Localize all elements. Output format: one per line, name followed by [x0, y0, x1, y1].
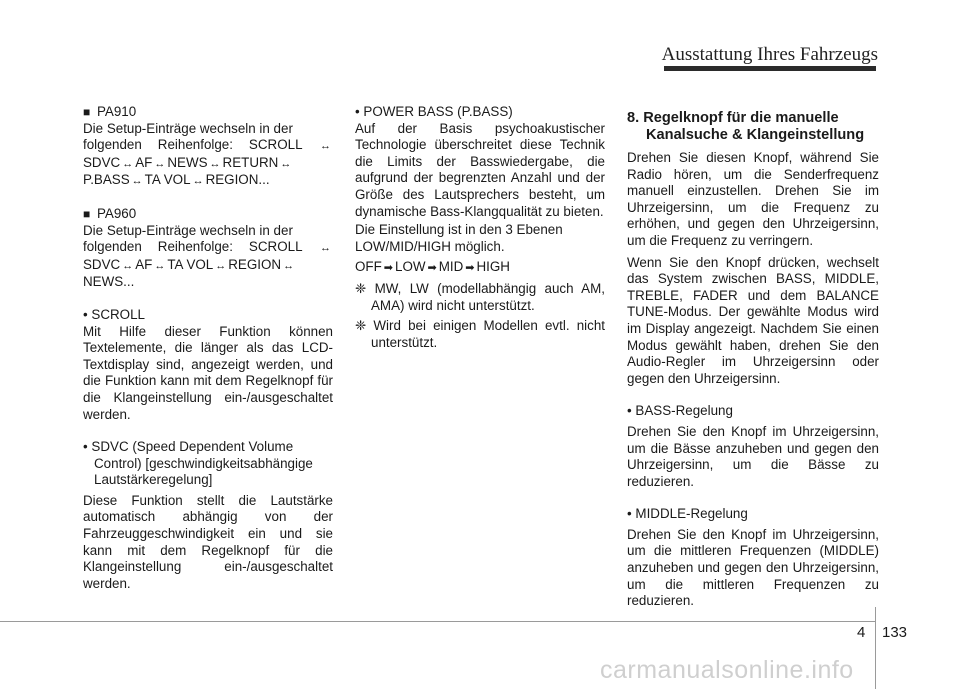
column-1 — [83, 104, 333, 592]
double-arrow-icon: ↔ — [131, 175, 143, 188]
footer-section-number: 4 — [857, 624, 866, 641]
section-title-line-2: Kanalsuche & Klangeinstellung — [646, 127, 865, 143]
footer-divider — [0, 621, 875, 622]
double-arrow-icon: ↔ — [283, 259, 295, 272]
double-arrow-icon: ↔ — [154, 157, 166, 170]
pa960-line-2: folgenden Reihenfolge: SCROLL ↔ — [83, 239, 331, 255]
power-bass-text: Auf der Basis psychoakustischer Technologie überschreitet diese Technik die Limits der Basswiedergabe, die aufgrund der begrenzten Anzahl und der Größe des Lautsprechers besteht, um dynamische Bass-Klangqualität zu bieten. — [355, 120, 605, 219]
page-header-title: Ausstattung Ihres Fahrzeugs — [661, 44, 878, 65]
square-bullet-icon: ■ — [83, 105, 91, 119]
bass-heading: • BASS-Regelung — [627, 403, 733, 419]
double-arrow-icon: ↔ — [215, 259, 227, 272]
middle-heading: • MIDDLE-Regelung — [627, 506, 748, 522]
header-bar — [664, 66, 876, 71]
pa910-line-4: P.BASS ↔ TA VOL ↔ REGION... — [83, 172, 270, 188]
watermark: carmanualsonline.info — [600, 656, 854, 684]
double-arrow-icon: ↔ — [280, 157, 292, 170]
column-3 — [627, 104, 879, 610]
arrow-right-icon: ➡ — [465, 262, 475, 275]
bass-text: Drehen Sie den Knopf im Uhrzeigersinn, um die Bässe anzuheben und gegen den Uhrzeigersinn, um die Bässe zu reduzieren. — [627, 423, 879, 489]
intro-paragraph: Drehen Sie diesen Knopf, während Sie Radio hören, um die Senderfrequenz manuell einzustellen. Drehen Sie im Uhrzeigersinn, um die Frequenz zu erhöhen, und gegen den Uhrzeigersinn, um die Frequenz zu verringern. — [627, 150, 879, 248]
scroll-text: Mit Hilfe dieser Funktion können Textelemente, die länger als das LCD-Textdisplay sind, angezeigt werden, und die Funktion kann mit dem Regelknopf für die Klangeinstellung ein-/ausgeschaltet werden. — [83, 323, 333, 422]
sdvc-text: Diese Funktion stellt die Lautstärke automatisch abhängig von der Fahrzeuggeschwindigkeit ein und sie kann mit dem Regelknopf für die Klangeinstellung ein-/ausgeschaltet werden. — [83, 492, 333, 591]
pa960-line-1: Die Setup-Einträge wechseln in der — [83, 222, 293, 238]
levels-text: Die Einstellung ist in den 3 Ebenen LOW/MID/HIGH möglich. — [355, 222, 563, 254]
pa910-label: PA910 — [96, 104, 137, 119]
double-arrow-icon: ↔ — [209, 157, 221, 170]
double-arrow-icon: ↔ — [320, 242, 331, 255]
note-1: ❈ MW, LW (modellabhängig auch AM, AMA) wird nicht unterstützt. — [355, 280, 605, 313]
pa910-line-3: SDVC ↔ AF ↔ NEWS ↔ RETURN ↔ — [83, 154, 292, 170]
double-arrow-icon: ↔ — [192, 175, 204, 188]
sdvc-heading-line-3: Lautstärkeregelung] — [94, 472, 213, 488]
power-bass-heading: • POWER BASS (P.BASS) — [355, 104, 513, 119]
pa910-line-1: Die Setup-Einträge wechseln in der — [83, 120, 293, 136]
sdvc-heading-line-1: • SDVC (Speed Dependent Volume — [83, 439, 294, 455]
pa960-label: PA960 — [96, 205, 137, 221]
middle-text: Drehen Sie den Knopf im Uhrzeigersinn, um die mittleren Frequenzen (MIDDLE) anzuheben und gegen den Uhrzeigersinn, um die mittleren Frequenzen zu reduzieren. — [627, 526, 879, 609]
double-arrow-icon: ↔ — [122, 259, 134, 272]
pa960-line-4: NEWS... — [83, 274, 135, 290]
double-arrow-icon: ↔ — [122, 157, 134, 170]
scroll-heading: • SCROLL — [83, 306, 145, 322]
section-title — [627, 110, 879, 144]
footer-vertical-divider — [875, 607, 876, 689]
pa960-heading — [83, 206, 333, 223]
double-arrow-icon: ↔ — [320, 140, 331, 153]
footer-page-number: 133 — [882, 624, 908, 641]
pa910-heading — [83, 104, 333, 121]
pa910-line-2: folgenden Reihenfolge: SCROLL ↔ — [83, 137, 331, 153]
column-2 — [355, 104, 605, 351]
square-bullet-icon: ■ — [83, 206, 91, 221]
sdvc-heading-line-2: Control) [geschwindigkeitsabhängige — [94, 455, 313, 471]
mode-paragraph: Wenn Sie den Knopf drücken, wechselt das System zwischen BASS, MIDDLE, TREBLE, FADER und dem BALANCE TUNE-Modus. Der gewählte Modus wird im Display angezeigt. Nachdem Sie einen Modus gewählt haben, drehen Sie den Audio-Regler im Uhrzeigersinn oder gegen den Uhrzeigersinn. — [627, 254, 879, 386]
level-sequence: OFF ➡ LOW ➡ MID ➡ HIGH — [355, 259, 510, 275]
arrow-right-icon: ➡ — [427, 262, 437, 275]
arrow-right-icon: ➡ — [383, 262, 393, 275]
section-title-line-1: 8. Regelknopf für die manuelle — [627, 110, 839, 126]
double-arrow-icon: ↔ — [154, 259, 166, 272]
note-2: ❈ Wird bei einigen Modellen evtl. nicht unterstützt. — [355, 318, 605, 350]
pa960-line-3: SDVC ↔ AF ↔ TA VOL ↔ REGION ↔ — [83, 256, 295, 272]
